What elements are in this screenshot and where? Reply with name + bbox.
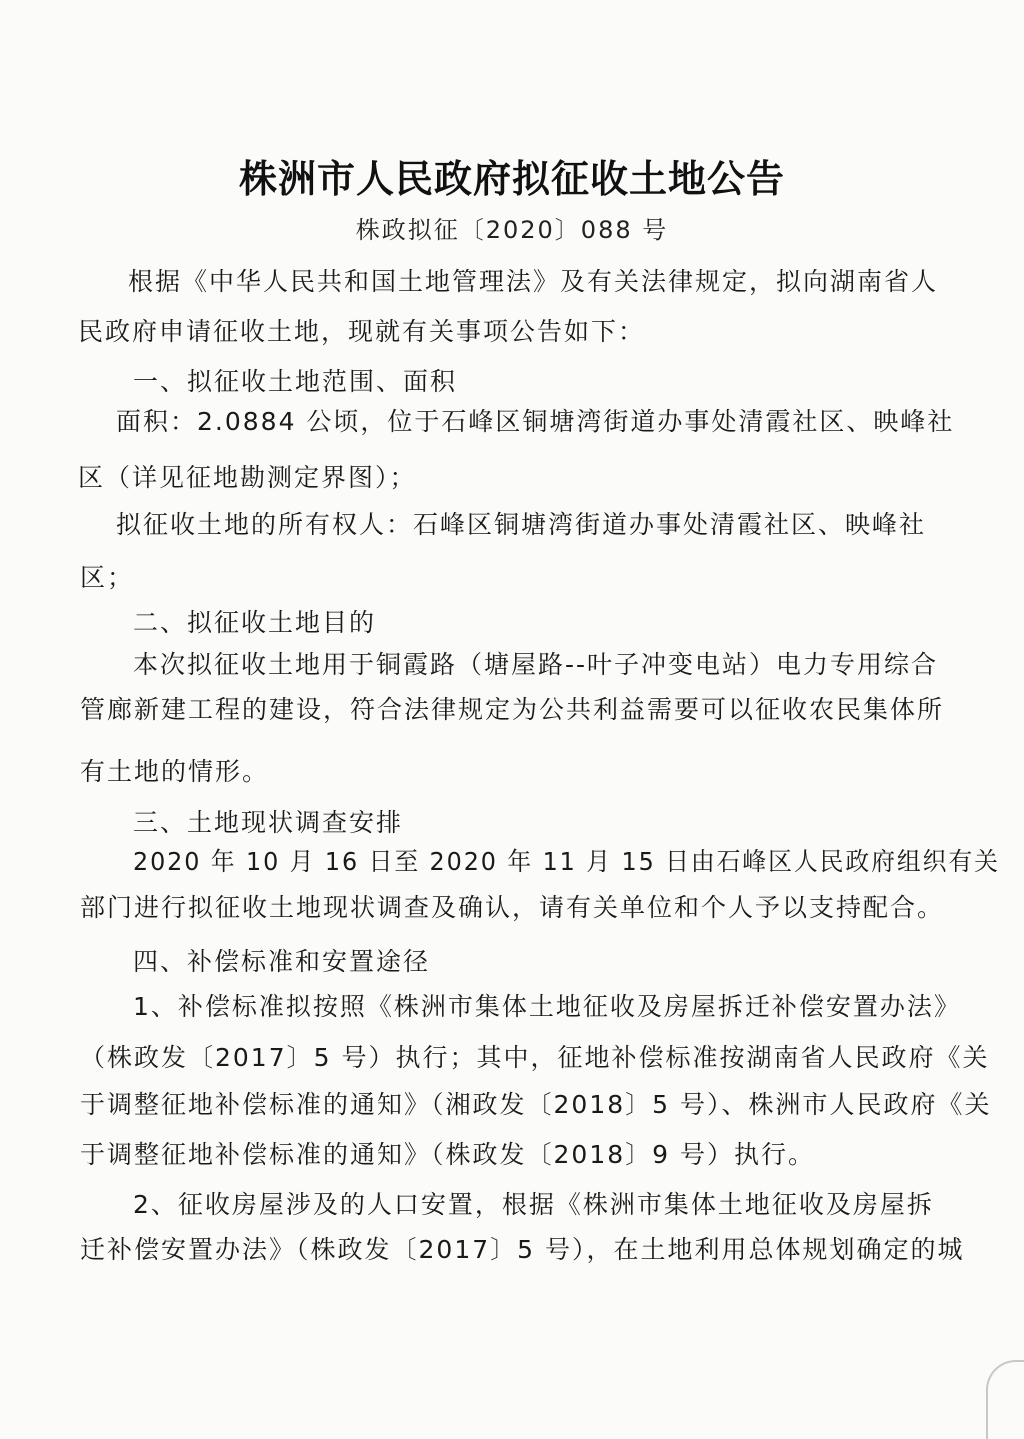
body-line: 本次拟征收土地用于铜霞路（塘屋路--叶子冲变电站）电力专用综合 [133,650,939,679]
body-line: 部门进行拟征收土地现状调查及确认，请有关单位和个人予以支持配合。 [80,893,945,922]
body-line: 2、征收房屋涉及的人口安置，根据《株洲市集体土地征收及房屋拆 [133,1190,934,1219]
body-line: 民政府申请征收土地，现就有关事项公告如下： [78,317,646,346]
body-line: 管廊新建工程的建设，符合法律规定为公共利益需要可以征收农民集体所 [80,695,945,724]
body-line: 面积：2.0884 公顷，位于石峰区铜塘湾街道办事处清霞社区、映峰社 [116,407,955,436]
body-line: 2020 年 10 月 16 日至 2020 年 11 月 15 日由石峰区人民政府组织有关 [133,847,1000,876]
document-number: 株政拟征〔2020〕088 号 [355,216,669,244]
section-heading-survey: 三、土地现状调查安排 [133,808,404,837]
body-line: 区（详见征地勘测定界图）； [78,463,417,492]
body-line: 迁补偿安置办法》（株政发〔2017〕5 号），在土地利用总体规划确定的城 [80,1235,965,1264]
section-heading-scope: 一、拟征收土地范围、面积 [133,367,458,396]
body-line: 于调整征地补偿标准的通知》（湘政发〔2018〕5 号）、株洲市人民政府《关 [80,1090,992,1119]
page-curl-mark [986,1360,1024,1439]
document-title: 株洲市人民政府拟征收土地公告 [238,156,785,201]
section-heading-compensation: 四、补偿标准和安置途径 [133,947,431,976]
body-line: 拟征收土地的所有权人：石峰区铜塘湾街道办事处清霞社区、映峰社 [116,510,927,539]
body-line: 根据《中华人民共和国土地管理法》及有关法律规定，拟向湖南省人 [128,267,939,296]
body-line: 有土地的情形。 [80,757,270,786]
body-line: 区； [80,563,135,592]
body-line: 于调整征地补偿标准的通知》（株政发〔2018〕9 号）执行。 [80,1140,815,1169]
section-heading-purpose: 二、拟征收土地目的 [133,608,377,637]
body-line: （株政发〔2017〕5 号）执行；其中，征地补偿标准按湖南省人民政府《关 [80,1043,990,1072]
body-line: 1、补偿标准拟按照《株洲市集体土地征收及房屋拆迁补偿安置办法》 [133,992,961,1021]
